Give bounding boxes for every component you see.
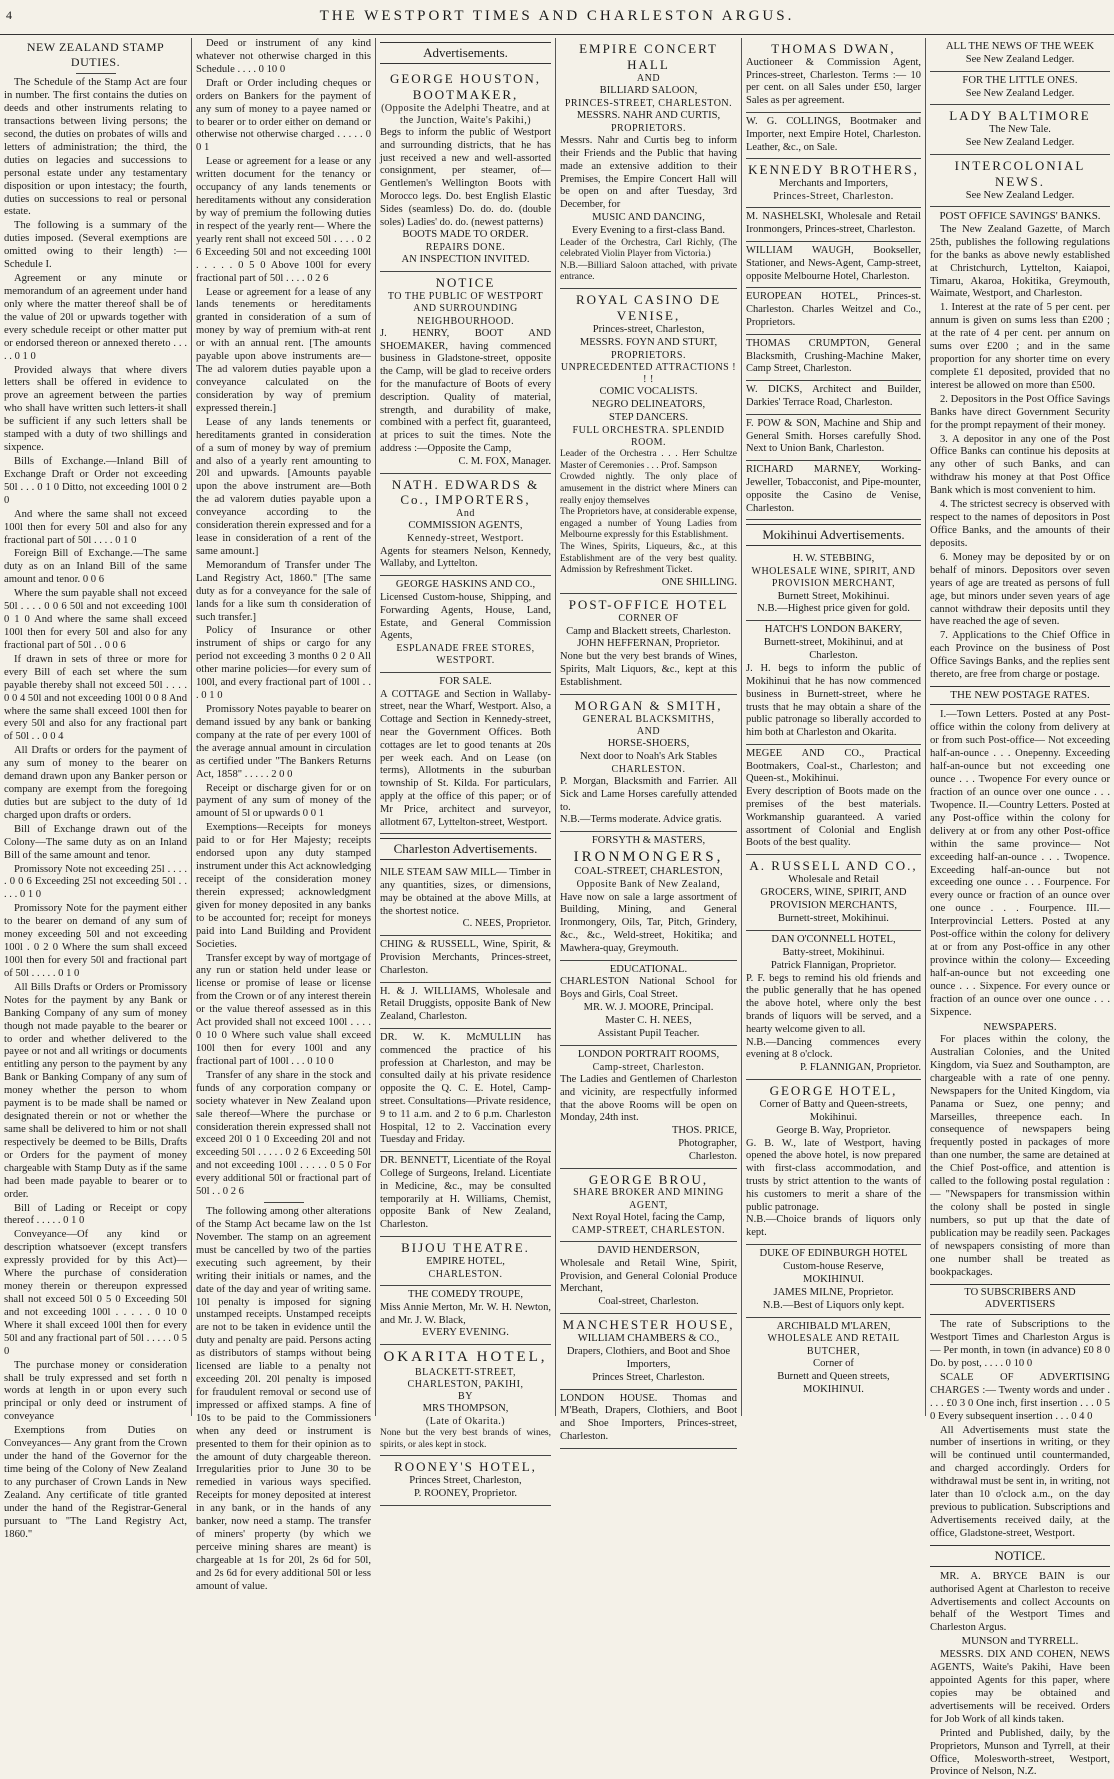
ad-line: The New Tale. xyxy=(989,124,1051,136)
ad-bijou-theatre xyxy=(380,1237,551,1286)
ad-line: REPAIRS DONE. xyxy=(425,242,506,254)
ad-body: Drapers, Clothiers, and Boot and Shoe Importers, xyxy=(566,1345,731,1370)
ad-body: RICHARD MARNEY, Working-Jeweller, Tobacconist, and Pipe-mounter, opposite the Casino de Venise, Charleston. xyxy=(746,464,921,514)
savings-banks-heading: POST OFFICE SAVINGS' BANKS. xyxy=(939,210,1101,223)
ad-signature: C. M. FOX, Manager. xyxy=(458,455,551,467)
paragraph: The rate of Subscriptions to the Westport Times and Charleston Argus is— Per month, in town (in advance) £0 8 0 Do. by post, . . . . 0 10 0 xyxy=(930,1319,1110,1369)
ad-address: CHARLESTON. xyxy=(428,1268,503,1280)
ad-proprietor: JAMES MILNE, Proprietor. xyxy=(773,1286,894,1298)
paragraph: MR. A. BRYCE BAIN is our authorised Agent at Charleston to receive Advertisements and collect Accounts on behalf of the Westport Times and Charleston Argus. xyxy=(930,1570,1110,1634)
ad-signature: C. NEES, Proprietor. xyxy=(462,918,551,930)
ad-for-sale xyxy=(380,673,551,835)
ad-address: Corner of Batty and Queen-streets, Mokihinui. xyxy=(759,1098,908,1123)
ad-post-office-hotel xyxy=(560,594,737,694)
ad-address: Coal-street, Charleston. xyxy=(598,1296,699,1308)
ad-megee xyxy=(746,745,921,855)
ad-address: CAMP-STREET, CHARLESTON. xyxy=(571,1224,726,1236)
ledger-ad-intercolonial xyxy=(930,155,1110,208)
paragraph: Policy of Insurance or other instrument of ships or cargo for any period not exceeding 3 months 0 2 0 All other marine policies—for every sum of 100l, and every fractional part of 100l . . . 0 1 0 xyxy=(196,625,371,702)
ad-proprietor: Patrick Flannigan, Proprietor. xyxy=(770,959,897,971)
ad-title: LONDON PORTRAIT ROOMS, xyxy=(577,1048,720,1060)
ad-note: N.B.—Terms moderate. Advice gratis. xyxy=(560,814,722,826)
ad-title: KENNEDY BROTHERS, xyxy=(748,162,919,178)
ad-note: N.B.—Choice brands of liquors only kept. xyxy=(746,1214,921,1239)
ad-line: AND xyxy=(636,725,661,737)
ad-morgan-smith xyxy=(560,695,737,832)
column-stamp-duties-continued xyxy=(192,38,375,1592)
ledger-ad-news xyxy=(930,38,1110,72)
paragraph: Deed or instrument of any kind whatever not otherwise charged in this Schedule . . . . 0 10 0 xyxy=(196,38,371,75)
ad-european-hotel xyxy=(746,288,921,334)
ad-title: THE COMEDY TROUPE, xyxy=(407,1288,524,1300)
ad-dicks xyxy=(746,381,921,415)
paragraph: Bills of Exchange.—Inland Bill of Exchange Draft or Order not exceeding 50l . . . 0 1 0 Ditto, not exceeding 100l 0 2 0 xyxy=(4,455,187,506)
ad-body: DR. W. K. McMULLIN has commenced the practice of his profession at Charleston, and may be consulted daily at his private residence opposite the Q. C. E. Hotel, Camp-street. Consultations—Private residence, 9 to 11 a.m. and 2 to 6 p.m. Charleston Hospital, 12 to 2. Vaccination every Tuesday and Friday. xyxy=(380,1031,551,1146)
ad-okarita-hotel xyxy=(380,1345,551,1456)
ad-line: AN INSPECTION INVITED. xyxy=(401,254,530,266)
ad-body: LONDON HOUSE. Thomas and M'Beath, Drapers, Clothiers, and Boot and Shoe Importers, Princes-street, Charleston. xyxy=(560,1392,737,1443)
ad-body: Licensed Custom-house, Shipping, and Forwarding Agents, House, Land, Estate, and General Commission Agents, xyxy=(380,592,551,642)
ad-body: CHING & RUSSELL, Wine, Spirit, & Provision Merchants, Princes-street, Charleston. xyxy=(380,939,551,976)
ad-marney xyxy=(746,461,921,520)
ad-body: Leader of the Orchestra . . . Herr Schultze Master of Ceremonies . . . Prof. Sampson xyxy=(560,449,737,471)
ad-title: POST-OFFICE HOTEL xyxy=(568,597,729,613)
ad-thomas-dwan xyxy=(746,38,921,113)
paragraph: Transfer except by way of mortgage of any run or station held under lease or license or promise of lease or license from the Crown or of any interest therein or the value thereof assessed as in this Act provided shall not exceed 100l . . . . 0 10 0 Where such value shall exceed 100l then for every 100l and any fractional part of 100l . . . 0 10 0 xyxy=(196,952,371,1067)
ad-notice-henry xyxy=(380,272,551,473)
ad-line: See New Zealand Ledger. xyxy=(965,53,1075,65)
ad-body: Leader of the Orchestra, Carl Richly, (The celebrated Violin Player from Victoria.) xyxy=(560,237,737,260)
ad-address: Burnett Street, Mokihinui. xyxy=(777,590,890,602)
ad-line: Every Evening to a first-class Band. xyxy=(572,224,725,236)
ad-body: F. POW & SON, Machine and Ship and General Smith. Horses carefully Shod. Next to Union Bank, Charleston. xyxy=(746,417,921,455)
ad-title: A. RUSSELL AND CO., xyxy=(749,858,918,874)
ad-subtitle: WILLIAM CHAMBERS & CO., xyxy=(577,1332,720,1344)
ad-title: DAN O'CONNELL HOTEL, xyxy=(771,933,896,945)
ad-address: Princes-street, Charleston, xyxy=(592,323,705,335)
paragraph: 3. A depositor in any one of the Post Office Banks can continue his deposits at any other of such Banks, and can withdraw his money at that Post Office Bank which is most convenient to him. xyxy=(930,433,1110,497)
ad-title: ALL THE NEWS OF THE WEEK xyxy=(945,41,1095,52)
paragraph: Foreign Bill of Exchange.—The same duty as on an Inland Bill of the same amount and tenor. 0 0 6 xyxy=(4,548,187,586)
ad-manchester-house xyxy=(560,1314,737,1390)
ad-address: COAL-STREET, CHARLESTON, xyxy=(574,866,723,878)
ad-line: ONE SHILLING. xyxy=(661,576,737,588)
ad-body: Miss Annie Merton, Mr. W. H. Newton, and Mr. J. W. Black, xyxy=(380,1301,551,1326)
column-stamp-duties xyxy=(0,38,191,1540)
ad-title: DUKE OF EDINBURGH HOTEL xyxy=(759,1247,908,1259)
column-charleston-mokihinui-ads xyxy=(742,38,925,1414)
ad-body: Begs to inform the public of Westport and surrounding districts, that he has just received a new and well-assorted consignment, per steamer, of— Gentlemen's Wellington Boots with Morocco legs. Do. best English Elastic Sides (seamless) Do. do. do. (double soles) Ladies' do. do. (newest patterns) xyxy=(380,126,551,228)
ad-line: Opposite Bank of New Zealand, xyxy=(576,879,721,891)
ad-note: N.B.—Highest price given for gold. xyxy=(757,603,910,615)
paragraph: 4. The strictest secrecy is observed with respect to the names of depositors in Post Office Banks, and the amounts of their deposits. xyxy=(930,499,1110,549)
paragraph: All Drafts or orders for the payment of any sum of money to the bearer on demand drawn upon any Banker person or company are exempt from the foregoing duties but are subject to the duty of 1d charged upon drafts or orders. xyxy=(4,745,187,821)
ad-williams xyxy=(380,983,551,1029)
ad-body: The Wines, Spirits, Liqueurs, &c., at this Establishment are of the very best quality. Admission by Refreshment Ticket. xyxy=(560,541,737,576)
ad-body: A COTTAGE and Section in Wallaby-street, near the Wharf, Westport. Also, a Cottage and Section in Kennedy-street, near the Government Offices. Both cottages are let to good tenants at 20s per week each. And on Lease (on terms), Allotments in the suburban township of St. Kilda. For particulars, apply at the office of this paper; or of Mr Price, architect and surveyor, allotment 67, Lyttelton-street, Westport. xyxy=(380,688,551,828)
divider xyxy=(264,1202,304,1203)
ad-title: ROONEY'S HOTEL, xyxy=(394,1459,537,1475)
ad-subtitle: GROCERS, WINE, SPIRIT, AND PROVISION MERCHANTS, xyxy=(760,887,907,911)
paragraph: The following is a summary of the duties imposed. (Several exemptions are omitted owing to their length) :— Schedule I. xyxy=(4,220,187,271)
ad-body: P. Morgan, Blacksmith and Farrier. All Sick and Lame Horses carefully attended to. xyxy=(560,776,737,813)
paragraph: Receipt or discharge given for or on payment of any sum of money of the amount of 5l or upwards 0 0 1 xyxy=(196,782,371,820)
ledger-ad-lady-baltimore xyxy=(930,105,1110,154)
paragraph: Memorandum of Transfer under The Land Registry Act, 1860." [The same duty as for a conveyance for the sale of lands for a like sum th consideration of such transfer.] xyxy=(196,559,371,623)
paragraph: Exemptions—Receipts for moneys paid to or for Her Majesty; receipts endorsed upon any duty stamped instrument under this Act acknowledging receipt of the consideration money therein expressed; acknowledgment given for money deposited in any banks to be accounted for; receipt for moneys paid into Land Building and Provident Societies. xyxy=(196,822,371,950)
ad-ching-russell xyxy=(380,936,551,982)
ad-title: NATH. EDWARDS & Co., IMPORTERS, xyxy=(391,476,540,508)
ad-line: COMIC VOCALISTS. xyxy=(599,386,698,398)
ad-address: Kennedy-street, Westport. xyxy=(407,533,524,545)
ad-subtitle: Wholesale and Retail xyxy=(788,874,879,886)
ad-subtitle: WHOLESALE AND RETAIL BUTCHER, xyxy=(767,1333,900,1357)
paragraph: MESSRS. DIX AND COHEN, NEWS AGENTS, Waite's Pakihi, Have been appointed Agents for this paper, where copies may be obtained and advertisements will be received. Orders for Job Work of all kinds taken. xyxy=(930,1649,1110,1725)
ad-proprietor: George B. Way, Proprietor. xyxy=(776,1124,891,1136)
ad-signature: Photographer, xyxy=(678,1137,737,1149)
ad-body: CHARLESTON National School for Boys and Girls, Coal Street. xyxy=(560,976,737,1001)
ledger-ad-little-ones xyxy=(930,72,1110,106)
ad-body: Agents for steamers Nelson, Kennedy, Wallaby, and Lyttelton. xyxy=(380,545,551,570)
ad-address: Camp-street, Charleston. xyxy=(592,1061,705,1073)
newspapers-heading: NEWSPAPERS. xyxy=(983,1020,1057,1033)
ad-line: See New Zealand Ledger. xyxy=(965,87,1075,99)
ad-line: See New Zealand Ledger. xyxy=(965,137,1075,149)
ad-body: The Ladies and Gentlemen of Charleston and vicinity, are respectfully informed that the above Rooms will be open on Monday, 24th inst. xyxy=(560,1073,737,1124)
ad-london-house xyxy=(560,1390,737,1449)
ad-title: GEORGE HOUSTON, BOOTMAKER, xyxy=(389,70,542,102)
ad-title: LADY BALTIMORE xyxy=(949,108,1091,124)
paragraph: Draft or Order including cheques or orders on Bankers for the payment of any sum of money to a payee named or to bearer or to order either on demand or otherwise not otherwise charged . . . . . 0 0 1 xyxy=(196,77,371,154)
ad-kennedy-brothers xyxy=(746,159,921,208)
paragraph: If drawn in sets of three or more for every Bill of each set where the sum payable thereby shall not exceed 50l . . . . 0 0 4 50l and not exceeding 100l 0 0 8 And where the same shall exceed 100l then for every 50l and also for any fractional part of 50l . . 0 0 4 xyxy=(4,653,187,743)
ad-line: AND xyxy=(636,72,661,84)
ad-mcmullin xyxy=(380,1029,551,1152)
ad-address: Princes Street, Charleston. xyxy=(592,1371,705,1383)
ad-address: Next Royal Hotel, facing the Camp, xyxy=(572,1211,725,1223)
paragraph: All Advertisements must state the number of insertions in writing, or they will be continued until countermanded, and charged accordingly. Orders for withdrawal must be sent in, in writing, not later than 10 o'clock a.m., on the day previous to publication. Subscriptions and Advertisements received daily, at the office, Gladstone-street, Westport. xyxy=(930,1424,1110,1539)
newspaper-title: THE WESTPORT TIMES AND CHARLESTON ARGUS. xyxy=(319,8,795,24)
paragraph: The Schedule of the Stamp Act are four in number. The first contains the duties on deeds and other instruments relating to transactions between living persons; the second, the duties on probates of wills and letters of administration; the third, the duties on legacies and successions to personal estate under any testamentary disposition or upon intestacy; the fourth, duties on successions to real or personal estate. xyxy=(4,77,187,218)
ad-collings xyxy=(746,113,921,159)
ad-subtitle: TO THE PUBLIC OF WESTPORT AND SURROUNDING NEIGHBOURHOOD. xyxy=(387,291,544,327)
masthead xyxy=(0,0,1114,35)
ad-haskins xyxy=(380,576,551,672)
ad-title: INTERCOLONIAL NEWS. xyxy=(954,157,1086,189)
paragraph: 1. Interest at the rate of 5 per cent. per annum is given on sums less than £200 ; at the rate of 4 per cent. per annum on sums over £200 ; and in the same proportion for any shorter time on every complete £1 deposited, provided that no interest be allowed on more than £500. xyxy=(930,302,1110,391)
ad-title: H. W. STEBBING, xyxy=(792,553,875,565)
ad-body: Have now on sale a large assortment of Building, Mining, and General Ironmongery, Oils, Tar, Pitch, Grindery, &c., &c., Weld-street, Hokitika; and Mawhera-quay, Greymouth. xyxy=(560,891,737,954)
ad-forsyth-masters xyxy=(560,832,737,960)
ad-title: ARCHIBALD M'LAREN, xyxy=(776,1320,891,1332)
ad-address: BLACKETT-STREET, CHARLESTON, PAKIHI, xyxy=(407,1366,524,1390)
ad-subtitle: COMMISSION AGENTS, xyxy=(408,520,523,532)
ad-signature: P. FLANNIGAN, Proprietor. xyxy=(799,1062,921,1074)
ad-body: W. DICKS, Architect and Builder, Darkies' Terrace Road, Charleston. xyxy=(746,384,921,408)
imprint: Printed and Published, daily, by the Proprietors, Munson and Tyrrell, at their Office, Molesworth-street, Westport, Province of Nelson, N.Z. xyxy=(930,1727,1110,1778)
ad-rooneys-hotel xyxy=(380,1456,551,1506)
ad-line: UNPRECEDENTED ATTRACTIONS ! ! ! xyxy=(560,361,737,385)
advertisements-heading: Advertisements. xyxy=(380,42,551,64)
ad-body: Wholesale and Retail Wine, Spirit, Provision, and General Colonial Produce Merchant, xyxy=(560,1257,737,1295)
ad-proprietor: MESSRS. FOYN AND STURT, xyxy=(579,336,718,348)
ad-line: FULL ORCHESTRA. SPLENDID ROOM. xyxy=(572,424,725,449)
ad-signature: Charleston. xyxy=(688,1150,737,1162)
ad-note: N.B.—Billiard Saloon attached, with private entrance. xyxy=(560,260,737,283)
ad-empire-concert-hall xyxy=(560,38,737,289)
paragraph: Promissory Notes payable to bearer on demand issued by any bank or banking company at the rate of per every 100l of the average annual amount in circulation as certified under "The Bankers Returns Act, 1858" . . . . . 2 0 0 xyxy=(196,704,371,780)
ad-proprietor: JOHN HEFFERNAN, Proprietor. xyxy=(577,638,720,650)
ad-royal-casino xyxy=(560,289,737,594)
ad-line: HORSE-SHOERS, xyxy=(607,738,690,749)
stamp-duties-heading: NEW ZEALAND STAMP DUTIES. xyxy=(26,40,165,69)
postage-rates-heading: THE NEW POSTAGE RATES. xyxy=(930,686,1110,705)
ad-title: GEORGE BROU, xyxy=(588,1171,709,1187)
notice-signature: MUNSON and TYRRELL. xyxy=(961,1636,1079,1648)
ad-line: And xyxy=(456,508,475,520)
column-notices xyxy=(926,38,1114,1778)
ad-george-hotel xyxy=(746,1080,921,1245)
ad-title: GEORGE HOTEL, xyxy=(769,1082,898,1098)
ad-title: ROYAL CASINO DE VENISE, xyxy=(575,292,722,323)
ad-title: EMPIRE CONCERT HALL xyxy=(579,41,718,72)
ad-address: Camp and Blackett streets, Charleston. xyxy=(566,625,731,637)
ad-title: THOMAS DWAN, xyxy=(771,41,896,56)
ad-david-henderson xyxy=(560,1242,737,1314)
ad-title: MANCHESTER HOUSE, xyxy=(562,1317,735,1333)
ad-line: MR. W. J. MOORE, Principal. xyxy=(583,1002,714,1014)
ad-body: THOMAS CRUMPTON, General Blacksmith, Crushing-Machine Maker, Camp Street, Charleston. xyxy=(746,337,921,375)
ad-line: NEGRO DELINEATORS, xyxy=(591,399,706,411)
ad-body: WILLIAM WAUGH, Bookseller, Stationer, and News-Agent, Camp-street, opposite Melbourne Hotel, Charleston. xyxy=(746,245,921,282)
ad-subtitle: SHARE BROKER AND MINING AGENT, xyxy=(573,1187,724,1211)
ad-address: (Opposite the Adelphi Theatre, and at the Junction, Waite's Pakihi,) xyxy=(381,102,550,126)
ad-title: FOR SALE. xyxy=(439,675,492,687)
ad-body: None but the very best brands of Wines, Spirits, Malt Liquors, &c., kept at this Establishment. xyxy=(560,651,737,688)
ad-stebbing xyxy=(746,550,921,621)
paragraph: Lease of any lands tenements or hereditaments granted in consideration of a sum of money by way of premium and also of a yearly rent amounting to 20l and upwards. [Amounts payable upon the above instrument are—Both the ad valorem duties payable upon a conveyance according to the consideration therein expressed and for a lease in consideration of a rent of the same amount.] xyxy=(196,416,371,557)
paragraph: 7. Applications to the Chief Office in each Province on the business of Post Office Savings Banks, and the replies sent thereto, are free from charge or postage. xyxy=(930,630,1110,681)
ad-russell xyxy=(746,855,921,931)
ad-houston xyxy=(380,68,551,273)
ad-address: Princes Street, Charleston, xyxy=(409,1475,522,1487)
paragraph: The purchase money or consideration shall be truly expressed and set forth n words at length in or upon every such principal or only deed or instrument of conveyance xyxy=(4,1359,187,1423)
ad-crumpton xyxy=(746,335,921,381)
ad-pow-son xyxy=(746,415,921,461)
ad-title: EDUCATIONAL. xyxy=(609,963,688,975)
ad-body: The Proprietors have, at considerable expense, engaged a number of Young Ladies from Melbourne expressly for this Establishment. xyxy=(560,507,738,541)
ad-subtitle: Merchants and Importers, xyxy=(778,178,889,190)
ad-body: H. & J. WILLIAMS, Wholesale and Retail Druggists, opposite Bank of New Zealand, Charleston. xyxy=(380,985,551,1023)
paragraph: Promissory Note for the payment either to the bearer on demand of any sum of money exceeding 50l and not exceeding 100l . 0 2 0 Where the sum shall exceed 100l then for every 50l and fractional part of 50l . . . . . 0 1 0 xyxy=(4,903,187,979)
ad-address: Burnett-street, Mokihinui, and at Charleston. xyxy=(763,637,904,662)
ad-body: NILE STEAM SAW MILL— Timber in any quantities, sizes, or dimensions, may be obtained at the above Mills, at the shortest notice. xyxy=(380,867,551,917)
ad-body: Every description of Boots made on the premises of the best materials. Workmanship guaranteed. A varied assortment of Colonial and English Boots of the best quality. xyxy=(746,786,921,849)
ad-subtitle: IRONMONGERS, xyxy=(573,849,724,866)
ad-proprietor: MESSRS. NAHR AND CURTIS, xyxy=(576,110,721,122)
ad-line: STEP DANCERS. xyxy=(608,412,689,424)
ad-body: Messrs. Nahr and Curtis beg to inform their Friends and the Public that having made an extensive addition to their Premises, the Empire Concert Hall will be open on and after Tuesday, 3rd December, for xyxy=(560,135,737,211)
ad-address: Batty-street, Mokihinui. xyxy=(782,946,885,958)
ad-mclaren-butcher xyxy=(746,1318,921,1401)
divider xyxy=(76,73,116,74)
paragraph: Promissory Note not exceeding 25l . . . . . 0 0 6 Exceeding 25l not exceeding 50l . . . . . 0 1 0 xyxy=(4,863,187,901)
ad-body: DR. BENNETT, Licentiate of the Royal College of Surgeons, Ireland. Licentiate in Medicine, &c., may be consulted temporarily at H. Williams, Chemist, opposite Bank of New Zealand, Charleston. xyxy=(380,1155,551,1231)
paragraph: 6. Money may be deposited by or on behalf of minors. Depositors over seven years of age are treated as persons of full age, but minors under seven years of age cannot withdraw their deposits until they have reached the age of seven. xyxy=(930,551,1110,628)
ad-line: EVERY EVENING. xyxy=(422,1327,509,1339)
ad-title: FOR THE LITTLE ONES. xyxy=(962,74,1078,86)
mokihinui-advertisements-heading: Mokihinui Advertisements. xyxy=(746,524,921,546)
ad-bennett xyxy=(380,1152,551,1237)
ad-note: N.B.—Dancing commences every evening at 8 o'clock. xyxy=(746,1036,921,1061)
ad-line: See New Zealand Ledger. xyxy=(965,189,1075,201)
ad-title: MORGAN & SMITH, xyxy=(574,697,723,713)
ad-address: Custom-house Reserve, xyxy=(783,1260,884,1272)
ad-proprietor: P. ROONEY, Proprietor. xyxy=(413,1488,518,1500)
paragraph: 2. Depositors in the Post Office Savings Banks have direct Government Security for the prompt repayment of their money. xyxy=(930,393,1110,431)
ad-body: MEGEE AND CO., Practical Bootmakers, Coal-st., Charleston; and Queen-st., Mokihinui. xyxy=(746,747,921,785)
ad-nile-saw-mill xyxy=(380,864,551,936)
paragraph: Where the sum payable shall not exceed 50l . . . . 0 0 6 50l and not exceeding 100l 0 1 0 And where the same shall exceed 100l then for every 50l and also for any fractional part of 50l . . 0 0 6 xyxy=(4,588,187,651)
ad-duke-of-edinburgh-hotel xyxy=(746,1245,921,1318)
ad-line: Corner of xyxy=(813,1357,854,1369)
page-number: 4 xyxy=(6,8,12,22)
ad-line: BY xyxy=(458,1390,473,1402)
paragraph: Lease or agreement for a lease or any written document for the tenancy or occupancy of any lands tenements or hereditaments without any consideration by way of premium the following duties in respect of the yearly rent— Where the yearly rent shall not exceed 50l . . . . 0 2 6 Exceeding 50l and not exceeding 100l . . . . . 0 5 0 Above 100l for every fractional part of 50l . . . . 0 2 6 xyxy=(196,156,371,284)
paragraph: For places within the colony, the Australian Colonies, and the United Kingdom, via Suez and Southampton, are chargeable with a rate of one penny. Newspapers for the United Kingdom, via Panama or Suez, one penny; and Marseilles, threepence each. In consequence of newspapers being frequently posted in packages of more than one number, the same are detained at the Chief Post-office, and attention is called to the following postal regulation :— "Newspapers for transmission within the colony shall be posted in single numbers, so put up that the date of publication may be readily seen. Packages of newspapers consisting of more than one number shall be treated as bookpackages. xyxy=(930,1034,1110,1278)
ad-waugh xyxy=(746,242,921,288)
paragraph: The New Zealand Gazette, of March 25th, publishes the following regulations for the banks as above newly established at Christchurch, Lyttelton, Kaiapoi, Timaru, Akaroa, Hokitika, Greymouth, Waimate, Westport, and Charleston. xyxy=(930,223,1110,300)
ad-title: FORSYTH & MASTERS, xyxy=(591,835,706,847)
ad-subtitle: BILLIARD SALOON, xyxy=(599,84,698,96)
ad-address: Princes-Street, Charleston. xyxy=(773,191,894,203)
ad-body: W. G. COLLINGS, Bootmaker and Importer, next Empire Hotel, Charleston. Leather, &c., on Sale. xyxy=(746,116,921,153)
paragraph: Transfer of any share in the stock and funds of any corporation company or society whatever in New Zealand upon sale thereof—Where the purchase or consideration therein expressed shall not exceed 20l 0 1 0 Exceeding 20l and not exceeding 50l . . . . . 0 2 6 Exceeding 50l and not exceeding 100l . . . . . 0 5 0 For every additional 50l or fractional part of 50l . . 0 2 6 xyxy=(196,1069,371,1198)
notice-heading: NOTICE. xyxy=(930,1545,1110,1567)
ad-subtitle: WHOLESALE WINE, SPIRIT, AND PROVISION MERCHANT, xyxy=(751,566,916,590)
ad-line: Master C. H. NEES, xyxy=(605,1014,692,1026)
ad-dan-oconnell-hotel xyxy=(746,931,921,1080)
paragraph: Conveyance—Of any kind or description whatsoever (except transfers expressly provided for by this Act)— Where the purchase of consideration money therein or thereupon expressed shall not exceed 50l 0 5 0 Exceeding 50l and not exceeding 100l . . . . . 0 10 0 Where it shall exceed 100l then for every 50l and any fractional part of 50l . . . . . 0 5 0 xyxy=(4,1229,187,1357)
ad-line: CORNER OF xyxy=(618,613,679,625)
ad-line: CHARLESTON. xyxy=(611,763,686,775)
paragraph: Provided always that where divers letters shall be offered in evidence to prove an agreement between the parties who shall have written such letters-it shall be sufficient if any such letters shall be stamped with a duty of two shillings and sixpence. xyxy=(4,364,187,454)
ad-subtitle: GENERAL BLACKSMITHS, xyxy=(582,713,715,725)
ad-george-brou xyxy=(560,1169,737,1242)
ad-edwards xyxy=(380,474,551,577)
ad-title: DAVID HENDERSON, xyxy=(597,1244,700,1256)
paragraph: I.—Town Letters. Posted at any Post-office within the colony from delivery at or from such Post-office— Not exceeding half-an-ounce . . . Onepenny. Exceeding half-an-ounce but not exceeding one ounce . . . Twopence For every ounce or fraction of an ounce over one ounce . . . Twopence. II.—Country Letters. Posted at any Post-office within the colony for delivery at or from any other Post-office within the same province— Not exceeding half-an-ounce . . . Twopence. Exceeding half-an-ounce but not exceeding one ounce . . . Fourpence. For every ounce or fraction of an ounce over one ounce . . . Fourpence. III.—Interprovincial Letters. Posted at any Post-office within the colony for delivery at or from any Post-office in any other province within the colony— Exceeding half-an-ounce but not exceeding one ounce . . . Sixpence. For every ounce or fraction of an ounce over one ounce . . . Sixpence. xyxy=(930,709,1110,1018)
ad-proprietor: MRS THOMPSON, xyxy=(422,1403,509,1415)
ad-body: J. HENRY, BOOT AND SHOEMAKER, having commenced business in Gladstone-street, opposite the Camp, will be glad to receive orders for the manufacture of Boots of every description. Quality of material, strength, and durability of make, combined with a perfect fit, guaranteed, at prices to suit the times. Note the address :—Opposite the Camp, xyxy=(380,327,551,454)
ad-body: M. NASHELSKI, Wholesale and Retail Ironmongers, Princes-street, Charleston. xyxy=(746,211,921,236)
ad-body: J. H. begs to inform the public of Mokihinui that he has now commenced business in Burnett-street, where he trusts that he may obtain a share of the public patronage so liberally accorded to him both at Charleston and Okarita. xyxy=(746,663,921,739)
subscribers-heading: TO SUBSCRIBERS AND ADVERTISERS xyxy=(930,1284,1110,1316)
ad-line: Assistant Pupil Teacher. xyxy=(597,1027,700,1039)
ad-body: G. B. W., late of Westport, having opened the above hotel, is now prepared with first-class accommodation, and trusts by strict attention to the wants of his customers to merit a share of the public patronage. xyxy=(746,1137,921,1213)
ad-address: Next door to Noah's Ark Stables xyxy=(580,750,717,762)
paragraph: Lease or agreement for a lease of any lands tenements or hereditaments granted in consideration of a sum of money by way of premium with-at rent or with an annual rent. [The amounts payable upon above instruments are—The ad valorem duties payable upon a conveyance calculated on the consideration by way of premium expressed therein.] xyxy=(196,286,371,414)
ad-line: PROPRIETORS. xyxy=(610,349,686,361)
ad-address: ESPLANADE FREE STORES, WESTPORT. xyxy=(396,643,535,667)
paragraph: SCALE OF ADVERTISING CHARGES :— Twenty words and under . . . . £0 3 0 One inch, first insertion . . . 0 5 0 Every subsequent insertion . . . 0 4 0 xyxy=(930,1371,1110,1422)
ad-hatchs-bakery xyxy=(746,621,921,745)
ad-nashelski xyxy=(746,208,921,242)
ad-educational xyxy=(560,961,737,1046)
ad-title: OKARITA HOTEL, xyxy=(383,1349,548,1366)
ad-body: EUROPEAN HOTEL, Princes-st. Charleston. Charles Weitzel and Co., Proprietors. xyxy=(746,291,921,328)
column-charleston-ads xyxy=(556,38,741,1443)
ad-subtitle: EMPIRE HOTEL, xyxy=(426,1255,505,1267)
ad-address: Burnett and Queen streets, xyxy=(777,1370,890,1382)
ad-line: (Late of Okarita.) xyxy=(425,1416,506,1428)
ad-line: MOKIHINUI. xyxy=(803,1383,864,1395)
paragraph: Bill of Lading or Receipt or copy thereof . . . . . 0 1 0 xyxy=(4,1202,187,1227)
paragraph: Exemptions from Duties on Conveyances— Any grant from the Crown under the hand of the Governor for the time being of the Colony of New Zealand to any purchaser of Crown Lands in New Zealand. Any certificate of title granted under the hand of the Registrar-General pursuant to "The Land Registry Act, 1860." xyxy=(4,1425,187,1540)
paragraph: Bill of Exchange drawn out of the Colony—The same duty as on an Inland Bill of the same amount and tenor. xyxy=(4,823,187,861)
ad-note: N.B.—Best of Liquors only kept. xyxy=(762,1299,905,1311)
ad-line: BOOTS MADE TO ORDER. xyxy=(402,229,529,241)
ad-london-portrait-rooms xyxy=(560,1046,737,1169)
ad-body: P. F. begs to remind his old friends and the public generally that he has opened the above hotel, where only the best brands of liquors will be served, and a hearty welcome given to all. xyxy=(746,972,921,1035)
ad-signature: THOS. PRICE, xyxy=(671,1125,737,1137)
ad-line: MOKIHINUI. xyxy=(803,1273,864,1285)
ad-body: None but the very best brands of wines, spirits, or ales kept in stock. xyxy=(380,1428,551,1450)
ad-address: Burnett-street, Mokihinui. xyxy=(778,912,889,924)
ad-title: HATCH'S LONDON BAKERY, xyxy=(764,624,903,636)
charleston-advertisements-heading: Charleston Advertisements. xyxy=(380,838,551,860)
ad-line: PROPRIETORS. xyxy=(610,122,686,134)
ad-body: Crowded nightly. The only place of amusement in the district where Miners can really enjoy themselves xyxy=(560,472,737,506)
ad-line: MUSIC AND DANCING, xyxy=(592,211,705,223)
ad-title: BIJOU THEATRE. xyxy=(401,1239,530,1255)
ad-comedy-troupe xyxy=(380,1286,551,1345)
ad-title: NOTICE xyxy=(435,275,496,291)
paragraph: And where the same shall not exceed 100l then for every 50l and also for any fractional part of 50l . . . . 0 1 0 xyxy=(4,508,187,546)
paragraph: All Bills Drafts or Orders or Promissory Notes for the payment by any Bank or Banking Company of any sum of money though not made payable to the bearer or to order and whether delivered to the payee or not and all writings or documents entitling any person to the payment by any Bank or Banking Company of any sum of money whether the person to whom payment is to be made shall be named or designated therein or not or whether the same shall be delivered to him or not shall respectively be deemed to be Bills, Drafts or Orders for the payment of money chargeable with Stamp Duty as if the same had been made payable to bearer or to order. xyxy=(4,981,187,1200)
paragraph: The following among other alterations of the Stamp Act became law on the 1st November. The stamp on an agreement must be cancelled by two of the parties executing such agreement, by their writing their initials or names, and the date of the day and year of writing same. 10l penalty is imposed for signing unstamped receipts. Unstamped receipts are not to be taken in evidence until the duty and penalty are paid. Persons acting as distributors of stamps without being licensed are liable to a penalty not exceeding 20l. 20l penalty is imposed for fraudulent removal or second use of impressed or affixed stamps. A fine of 10s to be paid to the Commissioners when any deed or instrument is presented to them for their opinion as to the amount of duty chargeable thereon. Irregularities prior to June 30 to be remedied in various ways specified. Receipts for money deposited at interest in any bank, or in the hands of any banker, now need a stamp. The transfer of miners' property (by which we perceive mining shares are meant) is chargeable at 1s for 20l, 2s 6d for 50l, and 2s 6d for every additional 50l or less amount of value. xyxy=(196,1206,371,1592)
column-advertisements xyxy=(376,38,555,1500)
ad-body: Auctioneer & Commission Agent, Princes-street, Charleston. Terms :— 10 per cent. on all Sales under £50, larger Sales as per agreement. xyxy=(746,56,921,107)
ad-address: PRINCES-STREET, CHARLESTON. xyxy=(564,97,733,109)
paragraph: Agreement or any minute or memorandum of an agreement under hand only where the matter thereof shall be of the value of 20l or upwards together with every schedule receipt or other matter put or endorsed thereon or annexed thereto . . . . . 0 1 0 xyxy=(4,273,187,362)
ad-title: GEORGE HASKINS AND CO., xyxy=(395,579,536,591)
